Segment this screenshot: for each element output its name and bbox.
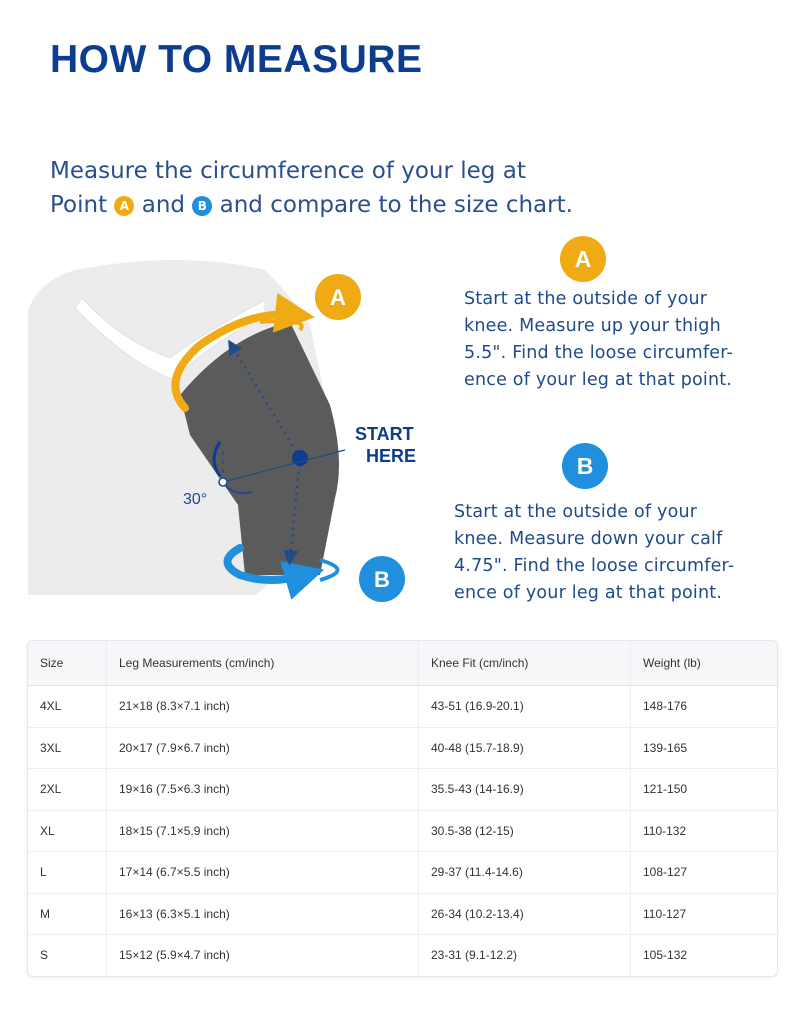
header-knee-fit: Knee Fit (cm/inch) <box>419 641 631 686</box>
point-a-circle: A <box>560 236 606 282</box>
cell-size: 2XL <box>28 769 107 811</box>
cell-knee: 26-34 (10.2-13.4) <box>419 893 631 935</box>
cell-size: M <box>28 893 107 935</box>
cell-weight: 110-127 <box>631 893 778 935</box>
page-title: HOW TO MEASURE <box>50 38 423 81</box>
cell-weight: 108-127 <box>631 852 778 894</box>
cell-weight: 121-150 <box>631 769 778 811</box>
cell-knee: 43-51 (16.9-20.1) <box>419 686 631 728</box>
point-b-description: Start at the outside of your knee. Measure down your calf 4.75". Find the loose circumfer- ence of your leg at that point. <box>454 502 735 603</box>
header-size: Size <box>28 641 107 686</box>
cell-leg: 20×17 (7.9×6.7 inch) <box>107 727 419 769</box>
cell-weight: 105-132 <box>631 935 778 976</box>
table-row <box>28 727 777 769</box>
knee-measurement-diagram <box>0 230 440 610</box>
cell-size: 3XL <box>28 727 107 769</box>
cell-knee: 40-48 (15.7-18.9) <box>419 727 631 769</box>
table-row <box>28 893 777 935</box>
start-here-line-2: HERE <box>366 446 417 466</box>
cell-size: L <box>28 852 107 894</box>
cell-weight: 110-132 <box>631 810 778 852</box>
header-leg-measurements: Leg Measurements (cm/inch) <box>107 641 419 686</box>
diagram-label-a: A <box>330 285 346 310</box>
cell-size: S <box>40 948 49 963</box>
table-row <box>28 810 777 852</box>
cell-leg: 16×13 (6.3×5.1 inch) <box>107 893 419 935</box>
cell-size: 4XL <box>28 686 107 728</box>
cell-weight: 139-165 <box>631 727 778 769</box>
cell-knee: 29-37 (11.4-14.6) <box>419 852 631 894</box>
size-chart <box>27 640 778 977</box>
cell-leg: 21×18 (8.3×7.1 inch) <box>107 686 419 728</box>
intro-line-1: Measure the circumference of your leg at <box>50 158 526 184</box>
cell-leg: 18×15 (7.1×5.9 inch) <box>107 810 419 852</box>
angle-vertex <box>219 478 227 486</box>
cell-size: XL <box>28 810 107 852</box>
table-row <box>28 769 777 811</box>
angle-label: 30° <box>183 491 208 508</box>
point-a-description: Start at the outside of your knee. Measure up your thigh 5.5". Find the loose circumfer- ence of your leg at that point. <box>464 289 733 390</box>
intro-text <box>50 154 670 222</box>
intro-line-2: Point A and B and compare to the size chart. <box>50 192 573 218</box>
point-b-circle: B <box>562 443 608 489</box>
cell-weight: 148-176 <box>631 686 778 728</box>
cell-knee: 35.5-43 (14-16.9) <box>419 769 631 811</box>
cell-leg: 15×12 (5.9×4.7 inch) <box>107 935 419 976</box>
cell-leg: 19×16 (7.5×6.3 inch) <box>107 769 419 811</box>
table-row <box>28 852 777 894</box>
table-row <box>28 686 777 728</box>
cell-knee: 23-31 (9.1-12.2) <box>419 935 631 976</box>
point-a-badge: A <box>114 196 134 216</box>
size-chart-table <box>28 641 777 976</box>
table-row <box>28 935 777 976</box>
header-weight: Weight (lb) <box>631 641 778 686</box>
point-b-badge: B <box>192 196 212 216</box>
cell-knee: 30.5-38 (12-15) <box>419 810 631 852</box>
cell-leg: 17×14 (6.7×5.5 inch) <box>107 852 419 894</box>
measure-ring-b-back <box>320 560 338 580</box>
table-header-row <box>28 641 777 686</box>
start-here-line-1: START <box>355 424 414 444</box>
diagram-label-b: B <box>374 567 390 592</box>
